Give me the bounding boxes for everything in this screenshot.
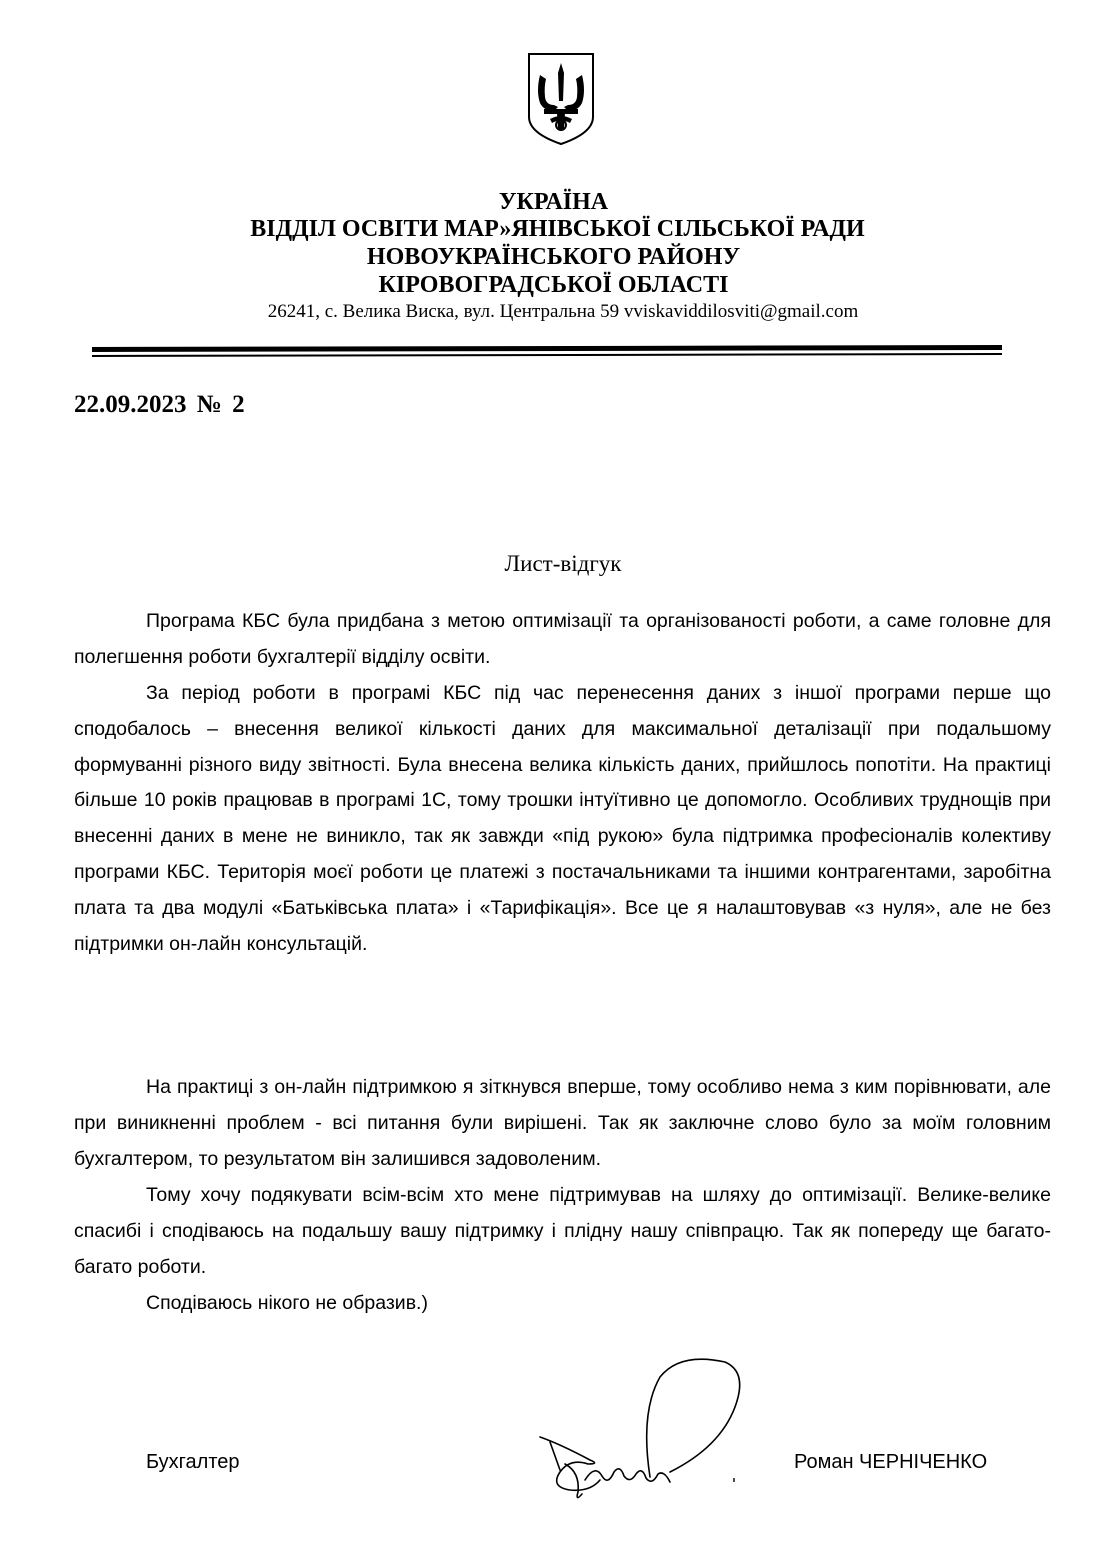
handwritten-signature	[520, 1352, 750, 1502]
body-paragraph: Тому хочу подякувати всім-всім хто мене підтримував на шляху до оптимізації. Велике-велике спасибі і сподіваюсь на подальшу вашу підтримку і плідну нашу співпрацю. Так як попереду ще багато-багато роботи.	[74, 1184, 1051, 1278]
letterhead-organization: ВІДДІЛ ОСВІТИ МАР»ЯНІВСЬКОЇ СІЛЬСЬКОЇ РАДИ	[250, 216, 865, 242]
letterhead-country: УКРАЇНА	[498, 189, 609, 215]
document-title: Лист-відгук	[504, 551, 622, 576]
letterhead-divider-thin	[92, 353, 1002, 357]
document-date-number: 22.09.2023 № 2	[74, 391, 245, 418]
ukraine-trident-coat-of-arms-icon	[526, 51, 596, 147]
letterhead-region: КІРОВОГРАДСЬКОЇ ОБЛАСТІ	[378, 272, 729, 298]
body-paragraph: За період роботи в програмі КБС під час перенесення даних з іншої програми перше що сподобалось – внесення великої кількості даних для максимальної деталізації при подальшому формуванні різного виду звітності. Була внесена велика кількість даних, прийшлось попотіти. На практиці більше 10 років працював в програмі 1С, тому трошки інтуїтивно це допомогло. Особливих труднощів при внесенні даних в мене не виникло, так як завжди «під рукою» була підтримка професіоналів колективу програми КБС. Територія моєї роботи це платежі з постачальниками та іншими контрагентами, заробітна плата та два модулі «Батьківська плата» і «Тарифікація». Все це я налаштовував «з нуля», але не без підтримки он-лайн консультацій.	[74, 682, 1051, 955]
body-paragraph: Програма КБС була придбана з метою оптимізації та організованості роботи, а саме головне для полегшення роботи бухгалтерії відділу освіти.	[74, 610, 1051, 668]
body-paragraph: На практиці з он-лайн підтримкою я зіткнувся вперше, тому особливо нема з ким порівнювати, але при виникненні проблем - всі питання були вирішені. Так як заключне слово було за моїм головним бухгалтером, то результатом він залишився задоволеним.	[74, 1076, 1051, 1170]
letterhead-address: 26241, с. Велика Виска, вул. Центральна 59 vviskaviddilosviti@gmail.com	[267, 301, 859, 322]
signatory-position: Бухгалтер	[146, 1451, 240, 1473]
letterhead-divider-thick	[92, 345, 1002, 352]
body-paragraph: Сподіваюсь нікого не образив.)	[146, 1292, 428, 1314]
signatory-name: Роман ЧЕРНІЧЕНКО	[794, 1451, 988, 1473]
letterhead-district: НОВОУКРАЇНСЬКОГО РАЙОНУ	[366, 244, 741, 270]
